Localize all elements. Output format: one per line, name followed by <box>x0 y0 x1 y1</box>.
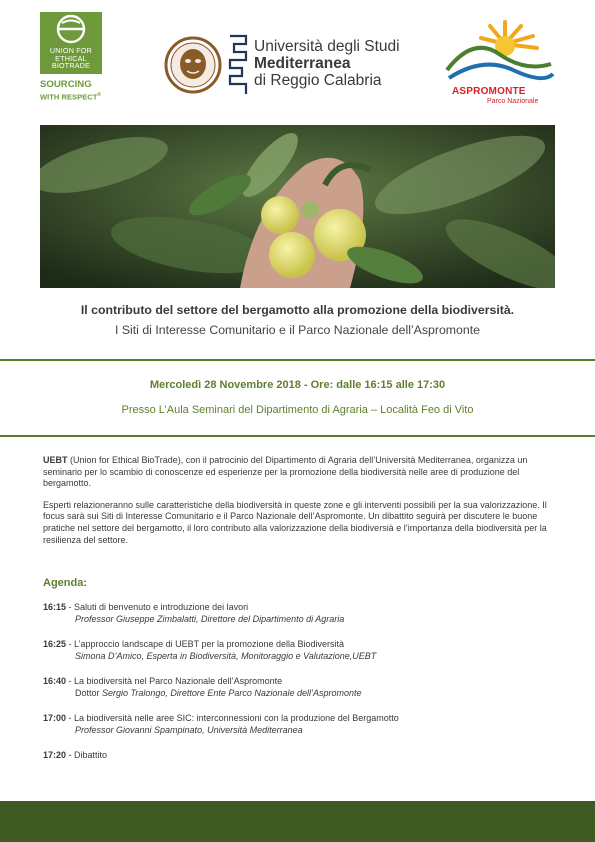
aspromonte-park-logo <box>443 14 555 114</box>
agenda-list <box>43 601 555 774</box>
university-emblem-icon <box>164 34 222 96</box>
uebt-line-1: UNION FOR <box>49 46 93 56</box>
uebt-tagline-1: SOURCING <box>40 79 92 90</box>
description <box>43 455 555 556</box>
agenda-time: 16:40 <box>43 676 67 686</box>
agenda-topic: - Saluti di benvenuto e introduzione dei lavori <box>66 602 249 612</box>
agenda-speaker: Sergio Tralongo, Direttore Ente Parco Nazionale dell’Aspromonte <box>102 688 362 698</box>
divider-top <box>0 359 595 361</box>
university-name-line-2: Mediterranea <box>254 55 351 72</box>
university-name-line-3: di Reggio Calabria <box>254 72 382 89</box>
agenda-item <box>43 675 555 699</box>
description-paragraph-1 <box>43 455 555 490</box>
agenda-item <box>43 601 555 625</box>
registered-mark: ® <box>97 92 102 98</box>
agenda-time: 17:20 <box>43 750 67 760</box>
agenda-item <box>43 712 555 736</box>
sun-mountains-icon <box>443 14 555 86</box>
park-name: ASPROMONTE <box>452 86 526 97</box>
greek-key-icon <box>228 34 248 96</box>
agenda-speaker-prefix: Dottor <box>75 688 103 698</box>
agenda-time: 16:25 <box>43 639 67 649</box>
description-paragraph-1-text: (Union for Ethical BioTrade), con il patrocinio del Dipartimento di Agraria dell’Università Mediterranea, organizza un seminario per lo scambio di conoscenze ed esperienze per la promozione della biodiversità nelle aree di produzione del bergamotto. <box>43 455 528 489</box>
globe-icon <box>40 12 102 48</box>
uebt-abbreviation: UEBT <box>43 455 68 465</box>
agenda-speaker: Simona D’Amico, Esperta in Biodiversità, Monitoraggio e Valutazione,UEBT <box>75 651 377 661</box>
agenda-item <box>43 638 555 662</box>
agenda-topic: - L’approccio landscape di UEBT per la promozione della Biodiversità <box>66 639 345 649</box>
agenda-time: 16:15 <box>43 602 67 612</box>
divider-bottom <box>0 435 595 437</box>
uebt-tagline-2: WITH RESPECT <box>40 92 98 102</box>
event-date: Mercoledì 28 Novembre 2018 - Ore: dalle 16:15 alle 17:30 <box>149 379 446 391</box>
agenda-topic: - Dibattito <box>66 750 108 760</box>
agenda-speaker: Professor Giovanni Spampinato, Università Mediterranea <box>75 725 303 735</box>
footer-bar <box>0 801 595 842</box>
agenda-heading: Agenda: <box>43 577 87 589</box>
bergamot-image <box>40 125 555 288</box>
uebt-logo-box <box>40 12 102 74</box>
bergamot-photo <box>40 125 555 288</box>
agenda-item <box>43 749 555 761</box>
agenda-topic: - La biodiversità nelle aree SIC: interconnessioni con la produzione del Bergamotto <box>66 713 399 723</box>
uebt-line-3: BIOTRADE <box>51 61 91 71</box>
agenda-speaker: Professor Giuseppe Zimbalatti, Direttore del Dipartimento di Agraria <box>75 614 345 624</box>
agenda-time: 17:00 <box>43 713 67 723</box>
event-location: Presso L’Aula Seminari del Dipartimento di Agraria – Località Feo di Vito <box>121 404 474 416</box>
uebt-logo <box>40 12 104 112</box>
university-logo <box>164 30 424 100</box>
page-title: Il contributo del settore del bergamotto alla promozione della biodiversità. <box>80 303 515 317</box>
park-subtitle: Parco Nazionale <box>487 98 539 105</box>
uebt-line-2: ETHICAL <box>55 53 87 63</box>
agenda-topic: - La biodiversità nel Parco Nazionale dell’Aspromonte <box>66 676 283 686</box>
university-name-line-1: Università degli Studi <box>254 38 400 55</box>
description-paragraph-2: Esperti relazioneranno sulle caratteristiche della biodiversità in queste zone e gli interventi possibili per la sua valorizzazione. Il focus sarà sui Siti di Interesse Comunitario e il Parco Nazionale dell’Aspromonte. Un dibattito seguirà per discutere le buone pratiche nel settore del bergamotto, il loro contributo alla valorizzazione della biodiversià e l’importanza della biodiversità per la resilienza del settore. <box>43 499 547 545</box>
page-subtitle: I Siti di Interesse Comunitario e il Parco Nazionale dell’Aspromonte <box>115 323 480 337</box>
